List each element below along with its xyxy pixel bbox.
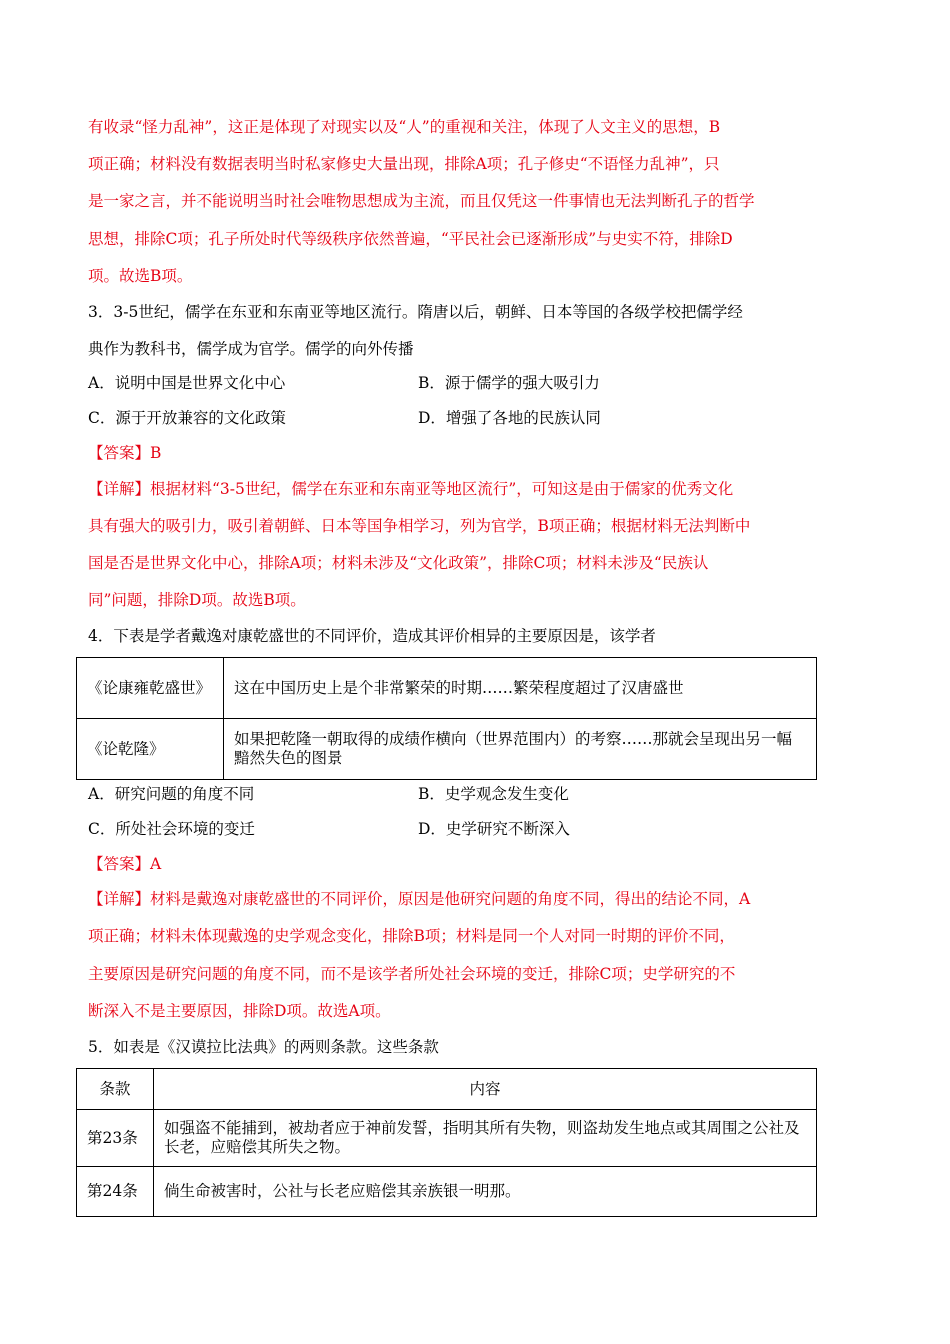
- q4-detail-line: 断深入不是主要原因，排除D项。故选A项。: [88, 1002, 391, 1020]
- table-row: [77, 1167, 817, 1217]
- q3-detail-line: 具有强大的吸引力，吸引着朝鲜、日本等国争相学习，列为官学，B项正确；根据材料无法判断中: [88, 517, 751, 535]
- table-row: [77, 1110, 817, 1167]
- q3-detail-line: 同”问题，排除D项。故选B项。: [88, 591, 306, 609]
- q5-clause: 第23条: [77, 1110, 154, 1167]
- q4-book-title: 《论康雍乾盛世》: [77, 658, 224, 719]
- q3-detail-line: 国是否是世界文化中心，排除A项；材料未涉及“文化政策”，排除C项；材料未涉及“民族认: [88, 554, 709, 572]
- q3-option-a: A．说明中国是世界文化中心: [88, 374, 286, 392]
- q4-evaluation: 如果把乾隆一朝取得的成绩作横向（世界范围内）的考察……那就会呈现出另一幅黯然失色的图景: [224, 719, 817, 780]
- q5-clause: 第24条: [77, 1167, 154, 1217]
- q4-book-title: 《论乾隆》: [77, 719, 224, 780]
- q4-detail-line: 主要原因是研究问题的角度不同，而不是该学者所处社会环境的变迁，排除C项；史学研究的不: [88, 965, 736, 983]
- q3-option-c: C．源于开放兼容的文化政策: [88, 409, 286, 427]
- q2-detail-line: 项正确；材料没有数据表明当时私家修史大量出现，排除A项；孔子修史“不语怪力乱神”，只: [88, 155, 720, 173]
- q4-option-c: C．所处社会环境的变迁: [88, 820, 255, 838]
- q3-answer: 【答案】B: [88, 444, 162, 462]
- q4-answer: 【答案】A: [88, 855, 162, 873]
- table-row: [77, 658, 817, 719]
- q2-detail-line: 是一家之言，并不能说明当时社会唯物思想成为主流，而且仅凭这一件事情也无法判断孔子的哲学: [88, 192, 755, 210]
- q2-detail-line: 有收录“怪力乱神”，这正是体现了对现实以及“人”的重视和关注，体现了人文主义的思想，B: [88, 118, 721, 136]
- q4-option-a: A．研究问题的角度不同: [88, 785, 255, 803]
- q5-table: [76, 1068, 817, 1217]
- q5-content: 如强盗不能捕到，被劫者应于神前发誓，指明其所有失物，则盗劫发生地点或其周围之公社及长老，应赔偿其所失之物。: [154, 1110, 817, 1167]
- q5-header-content: 内容: [154, 1069, 817, 1110]
- q5-stem: 5．如表是《汉谟拉比法典》的两则条款。这些条款: [88, 1038, 439, 1056]
- q5-content: 倘生命被害时，公社与长老应赔偿其亲族银一明那。: [154, 1167, 817, 1217]
- q3-option-d: D．增强了各地的民族认同: [418, 409, 601, 427]
- q4-option-b: B．史学观念发生变化: [418, 785, 569, 803]
- q3-stem: 典作为教科书，儒学成为官学。儒学的向外传播: [88, 340, 414, 358]
- q2-detail-line: 项。故选B项。: [88, 267, 193, 285]
- q3-detail-line: 【详解】根据材料“3-5世纪，儒学在东亚和东南亚等地区流行”，可知这是由于儒家的优秀文化: [88, 480, 734, 498]
- q2-detail-line: 思想，排除C项；孔子所处时代等级秩序依然普遍，“平民社会已逐渐形成”与史实不符，排除D: [88, 230, 733, 248]
- q3-option-b: B．源于儒学的强大吸引力: [418, 374, 600, 392]
- q4-detail-line: 项正确；材料未体现戴逸的史学观念变化，排除B项；材料是同一个人对同一时期的评价不同，: [88, 927, 735, 945]
- table-row: [77, 1069, 817, 1110]
- table-row: [77, 719, 817, 780]
- q3-stem: 3．3-5世纪，儒学在东亚和东南亚等地区流行。隋唐以后，朝鲜、日本等国的各级学校把儒学经: [88, 303, 743, 321]
- q5-header-clause: 条款: [77, 1069, 154, 1110]
- q4-option-d: D．史学研究不断深入: [418, 820, 570, 838]
- q4-evaluation: 这在中国历史上是个非常繁荣的时期……繁荣程度超过了汉唐盛世: [224, 658, 817, 719]
- q4-table: [76, 657, 817, 780]
- q4-stem: 4．下表是学者戴逸对康乾盛世的不同评价，造成其评价相异的主要原因是，该学者: [88, 627, 656, 645]
- q4-detail-line: 【详解】材料是戴逸对康乾盛世的不同评价，原因是他研究问题的角度不同，得出的结论不同，A: [88, 890, 751, 908]
